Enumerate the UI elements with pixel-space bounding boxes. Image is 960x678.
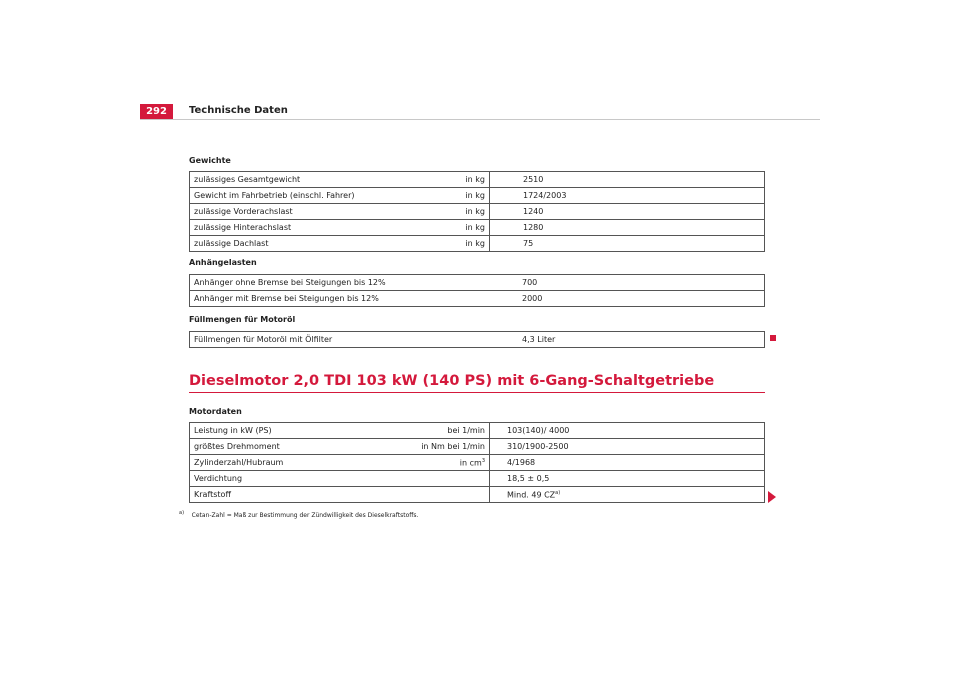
oil-table <box>189 331 765 348</box>
chapter-divider <box>189 392 765 393</box>
weights-heading: Gewichte <box>189 156 231 165</box>
row-value: 1280 <box>490 220 765 236</box>
table-row <box>190 423 765 439</box>
row-value: 2510 <box>490 172 765 188</box>
engine-heading: Motordaten <box>189 407 242 416</box>
unit-superscript: 3 <box>481 457 485 464</box>
engine-table <box>189 422 765 503</box>
trailer-table <box>189 274 765 307</box>
row-value: 4/1968 <box>490 455 765 471</box>
row-unit: in kg <box>393 172 490 188</box>
row-label: zulässige Dachlast <box>190 236 394 252</box>
table-row <box>190 236 765 252</box>
row-value: 700 <box>489 275 765 291</box>
page-header-title: Technische Daten <box>189 105 288 116</box>
chapter-title: Dieselmotor 2,0 TDI 103 kW (140 PS) mit 6-Gang-Schaltgetriebe <box>189 373 715 389</box>
table-row <box>190 439 765 455</box>
row-label: Leistung in kW (PS) <box>190 423 394 439</box>
row-label: zulässige Hinterachslast <box>190 220 394 236</box>
page-number-badge: 292 <box>140 104 173 119</box>
row-unit <box>393 471 490 487</box>
row-label: zulässige Vorderachslast <box>190 204 394 220</box>
value-text: Mind. 49 CZ <box>507 490 556 500</box>
continue-arrow-icon <box>768 491 776 503</box>
table-row <box>190 291 765 307</box>
header-divider <box>140 119 820 120</box>
footnote <box>179 510 418 519</box>
row-value: 1240 <box>490 204 765 220</box>
section-end-marker-icon <box>770 335 776 341</box>
row-value: 4,3 Liter <box>489 332 765 348</box>
row-unit <box>393 455 490 471</box>
row-value: 75 <box>490 236 765 252</box>
row-unit <box>393 487 490 503</box>
oil-heading: Füllmengen für Motoröl <box>189 315 296 324</box>
row-value <box>490 487 765 503</box>
row-label: Verdichtung <box>190 471 394 487</box>
row-unit: in kg <box>393 204 490 220</box>
row-label: zulässiges Gesamtgewicht <box>190 172 394 188</box>
row-unit: in kg <box>393 236 490 252</box>
table-row <box>190 204 765 220</box>
unit-text: in cm <box>459 458 482 468</box>
footnote-marker: a) <box>179 510 185 516</box>
table-row <box>190 487 765 503</box>
table-row <box>190 471 765 487</box>
table-row <box>190 172 765 188</box>
table-row <box>190 188 765 204</box>
table-row <box>190 332 765 348</box>
row-label: größtes Drehmoment <box>190 439 394 455</box>
table-row <box>190 275 765 291</box>
table-row <box>190 455 765 471</box>
row-label: Füllmengen für Motoröl mit Ölfilter <box>190 332 490 348</box>
row-label: Kraftstoff <box>190 487 394 503</box>
row-unit: bei 1/min <box>393 423 490 439</box>
trailer-heading: Anhängelasten <box>189 258 257 267</box>
row-value: 18,5 ± 0,5 <box>490 471 765 487</box>
row-label: Gewicht im Fahrbetrieb (einschl. Fahrer) <box>190 188 394 204</box>
row-value: 103(140)/ 4000 <box>490 423 765 439</box>
footnote-text: Cetan-Zahl = Maß zur Bestimmung der Zündwilligkeit des Dieselkraftstoffs. <box>191 512 419 519</box>
row-unit: in Nm bei 1/min <box>393 439 490 455</box>
row-label: Anhänger mit Bremse bei Steigungen bis 12% <box>190 291 490 307</box>
row-label: Zylinderzahl/Hubraum <box>190 455 394 471</box>
weights-table <box>189 171 765 252</box>
row-unit: in kg <box>393 220 490 236</box>
table-row <box>190 220 765 236</box>
row-value: 310/1900-2500 <box>490 439 765 455</box>
row-unit: in kg <box>393 188 490 204</box>
row-label: Anhänger ohne Bremse bei Steigungen bis 12% <box>190 275 490 291</box>
value-superscript: a) <box>555 489 561 496</box>
row-value: 2000 <box>489 291 765 307</box>
row-value: 1724/2003 <box>490 188 765 204</box>
